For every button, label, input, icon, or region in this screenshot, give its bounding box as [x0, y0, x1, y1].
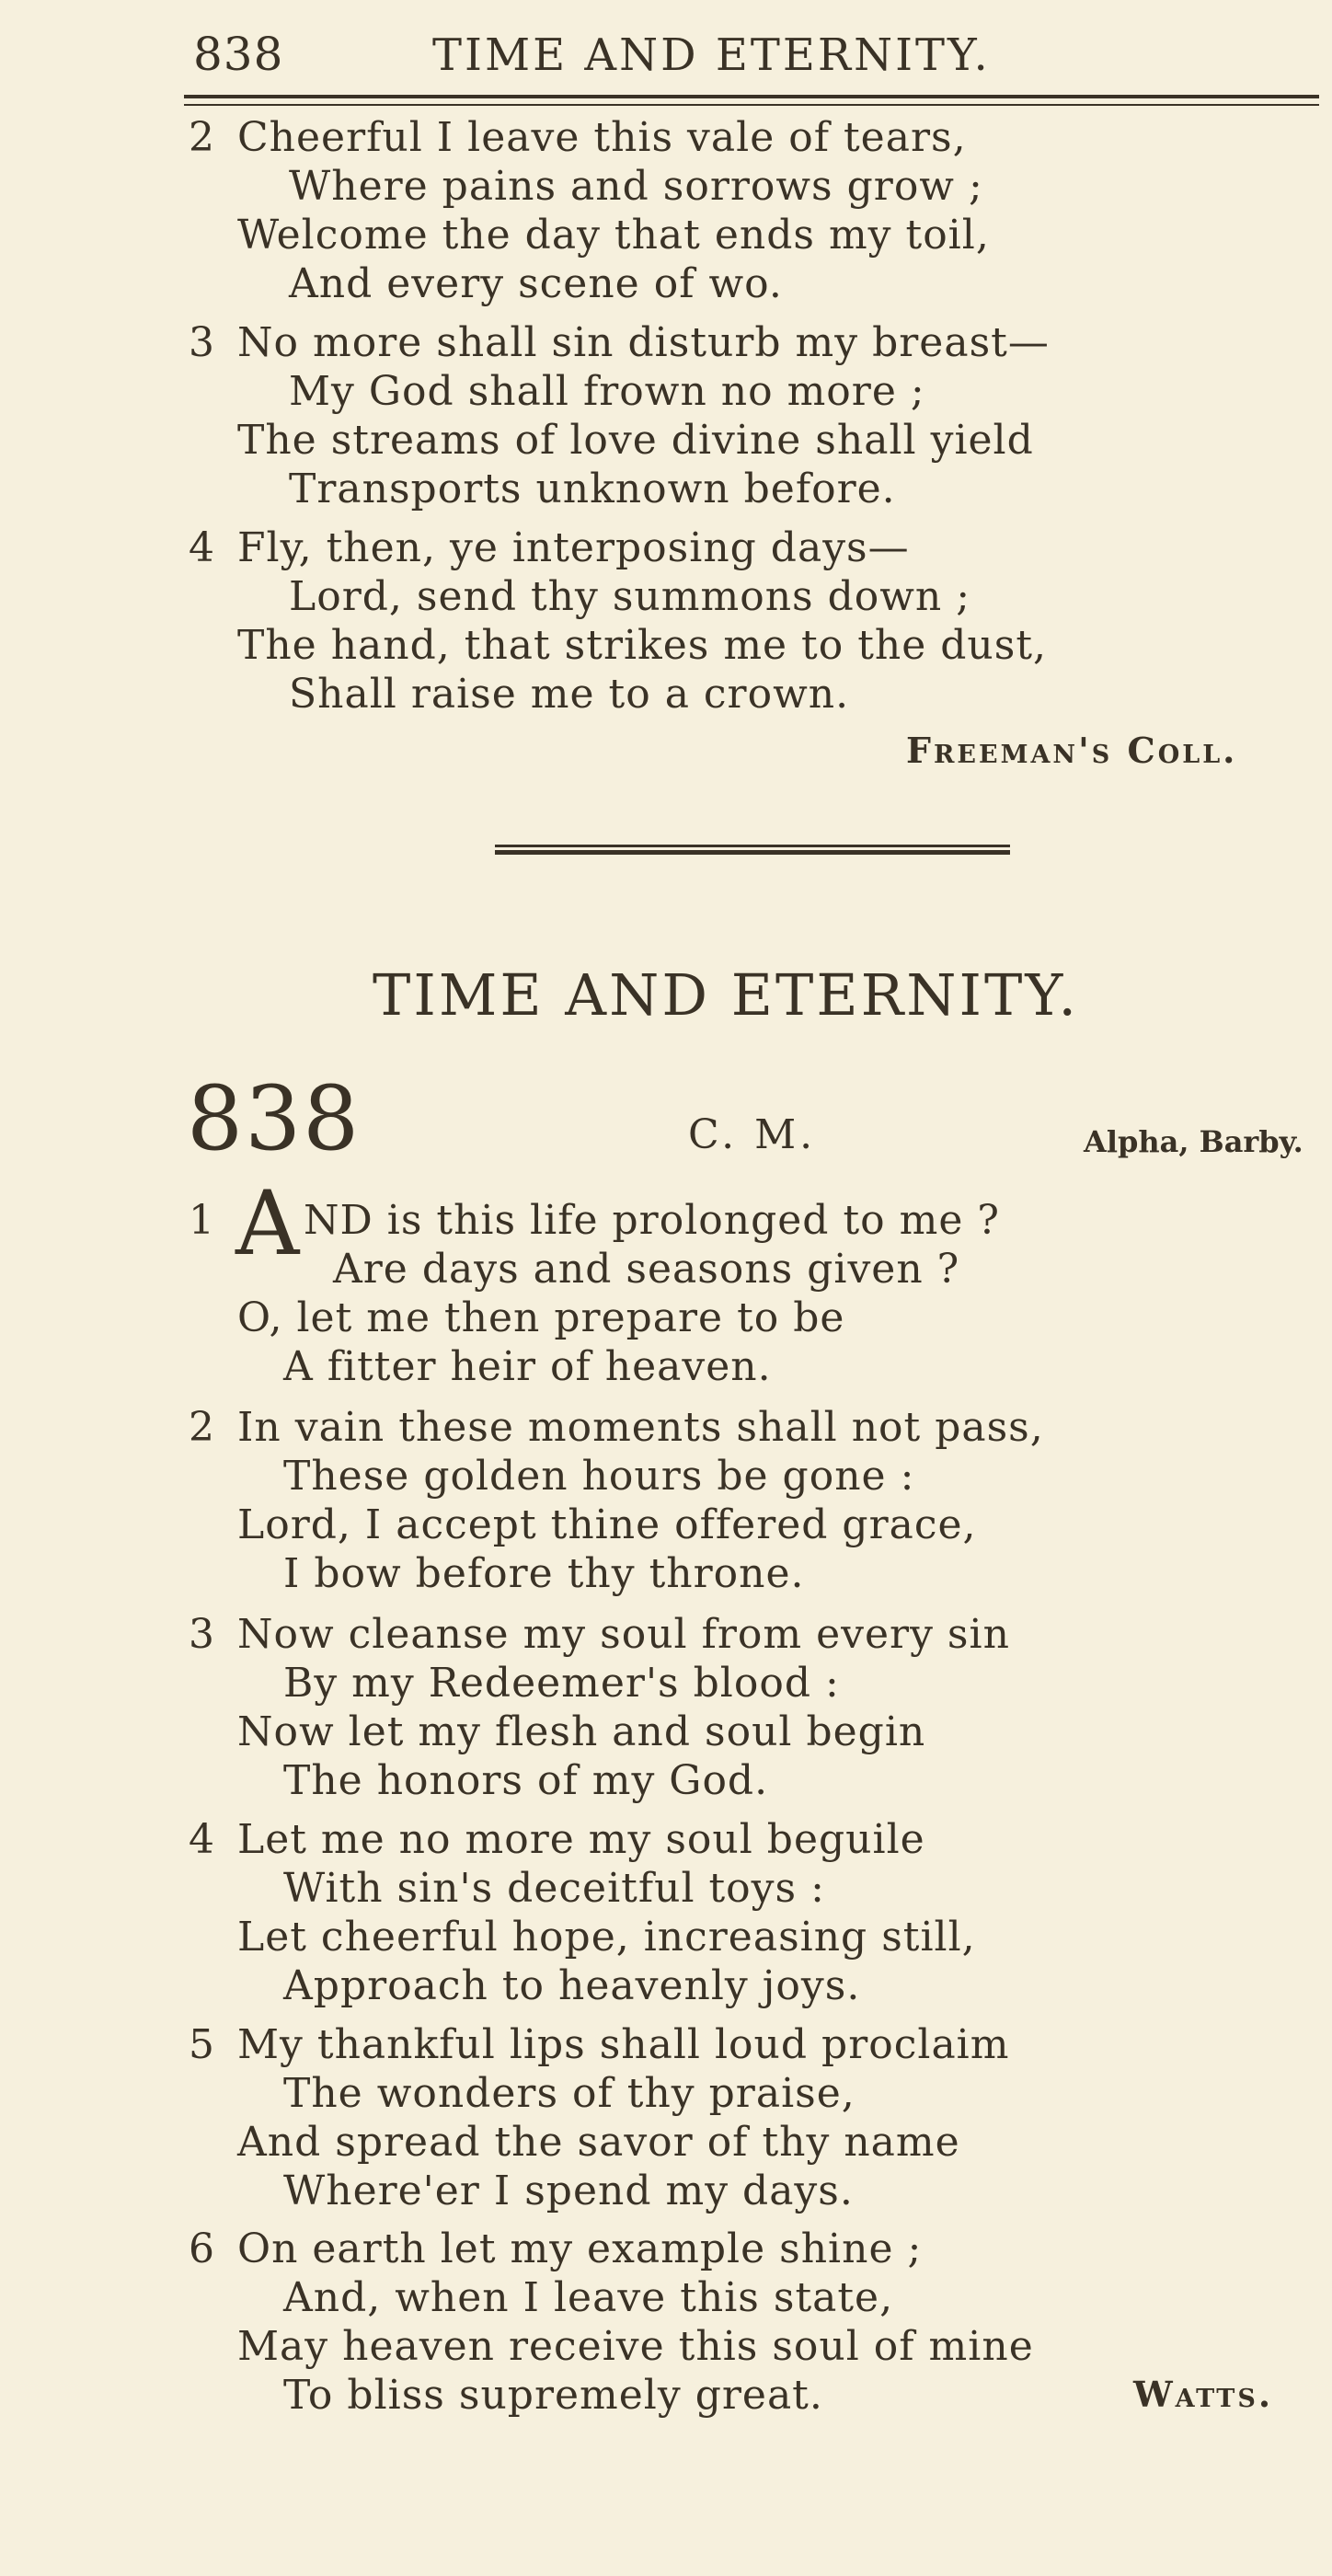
verse-line: Let me no more my soul beguile	[237, 1816, 925, 1863]
verse-line: With sin's deceitful toys :	[283, 1865, 825, 1912]
verse-number: 5	[189, 2021, 214, 2068]
running-head	[193, 20, 1314, 85]
verse-line: And every scene of wo.	[289, 260, 783, 307]
verse-line: May heaven receive this soul of mine	[237, 2323, 1034, 2370]
verse-line: Transports unknown before.	[289, 466, 896, 512]
verse-line: To bliss supremely great.	[283, 2372, 823, 2419]
drop-cap: A	[235, 1172, 300, 1275]
page-number: 838	[193, 28, 284, 81]
verse-number: 3	[189, 319, 214, 366]
verse-line: Where'er I spend my days.	[283, 2168, 854, 2214]
verse-number: 4	[189, 1816, 214, 1863]
verse-number: 2	[189, 1404, 214, 1451]
verse-number: 1	[189, 1197, 214, 1244]
verse-line: Shall raise me to a crown.	[289, 671, 850, 718]
verse-number: 6	[189, 2225, 214, 2272]
verse-line: On earth let my example shine ;	[237, 2225, 923, 2272]
verse-line: The wonders of thy praise,	[283, 2070, 855, 2117]
verse-line: Let cheerful hope, increasing still,	[237, 1914, 976, 1961]
verse-number: 3	[189, 1611, 214, 1658]
verse-line: And, when I leave this state,	[283, 2274, 894, 2321]
header-rule	[184, 95, 1319, 106]
verse-line: I bow before thy throne.	[283, 1550, 805, 1597]
verse-line: My thankful lips shall loud proclaim	[237, 2021, 1010, 2068]
verse-number: 2	[189, 114, 214, 161]
verse-line: Welcome the day that ends my toil,	[237, 212, 990, 259]
verse-line: Lord, I accept thine offered grace,	[237, 1501, 977, 1548]
verse-line: No more shall sin disturb my breast—	[237, 319, 1050, 366]
verse-line: The streams of love divine shall yield	[237, 417, 1034, 464]
verse-line: Lord, send thy summons down ;	[289, 573, 971, 620]
verse-line: O, let me then prepare to be	[237, 1294, 845, 1341]
tune-names: Alpha, Barby.	[1084, 1124, 1303, 1159]
hymn-number: 838	[187, 1067, 362, 1170]
verse-number: 4	[189, 524, 214, 571]
verse-line: In vain these moments shall not pass,	[237, 1404, 1044, 1451]
verse-line: Are days and seasons given ?	[333, 1246, 960, 1293]
author-credit: Freeman's Coll.	[906, 730, 1238, 771]
verse-line: These golden hours be gone :	[283, 1453, 915, 1500]
verse-line: Approach to heavenly joys.	[283, 1962, 861, 2009]
verse-line: Cheerful I leave this vale of tears,	[237, 114, 967, 161]
section-title: TIME AND ETERNITY.	[373, 961, 1080, 1029]
verse-line: A fitter heir of heaven.	[283, 1343, 772, 1390]
running-title: TIME AND ETERNITY.	[432, 29, 991, 81]
verse-line: Where pains and sorrows grow ;	[289, 163, 983, 210]
verse-line: Fly, then, ye interposing days—	[237, 524, 910, 571]
verse-line: Now let my flesh and soul begin	[237, 1708, 926, 1755]
verse-line: And spread the savor of thy name	[237, 2119, 960, 2166]
verse-line: My God shall frown no more ;	[289, 368, 925, 415]
verse-line: Now cleanse my soul from every sin	[237, 1611, 1010, 1658]
section-separator	[495, 845, 1010, 854]
verse-line: By my Redeemer's blood :	[283, 1660, 840, 1707]
author-credit: Watts.	[1133, 2374, 1274, 2415]
verse-line: The hand, that strikes me to the dust,	[237, 622, 1048, 669]
verse-line: The honors of my God.	[283, 1757, 769, 1804]
hymn-meter: C. M.	[688, 1111, 817, 1158]
verse-line: ND is this life prolonged to me ?	[304, 1197, 1000, 1244]
